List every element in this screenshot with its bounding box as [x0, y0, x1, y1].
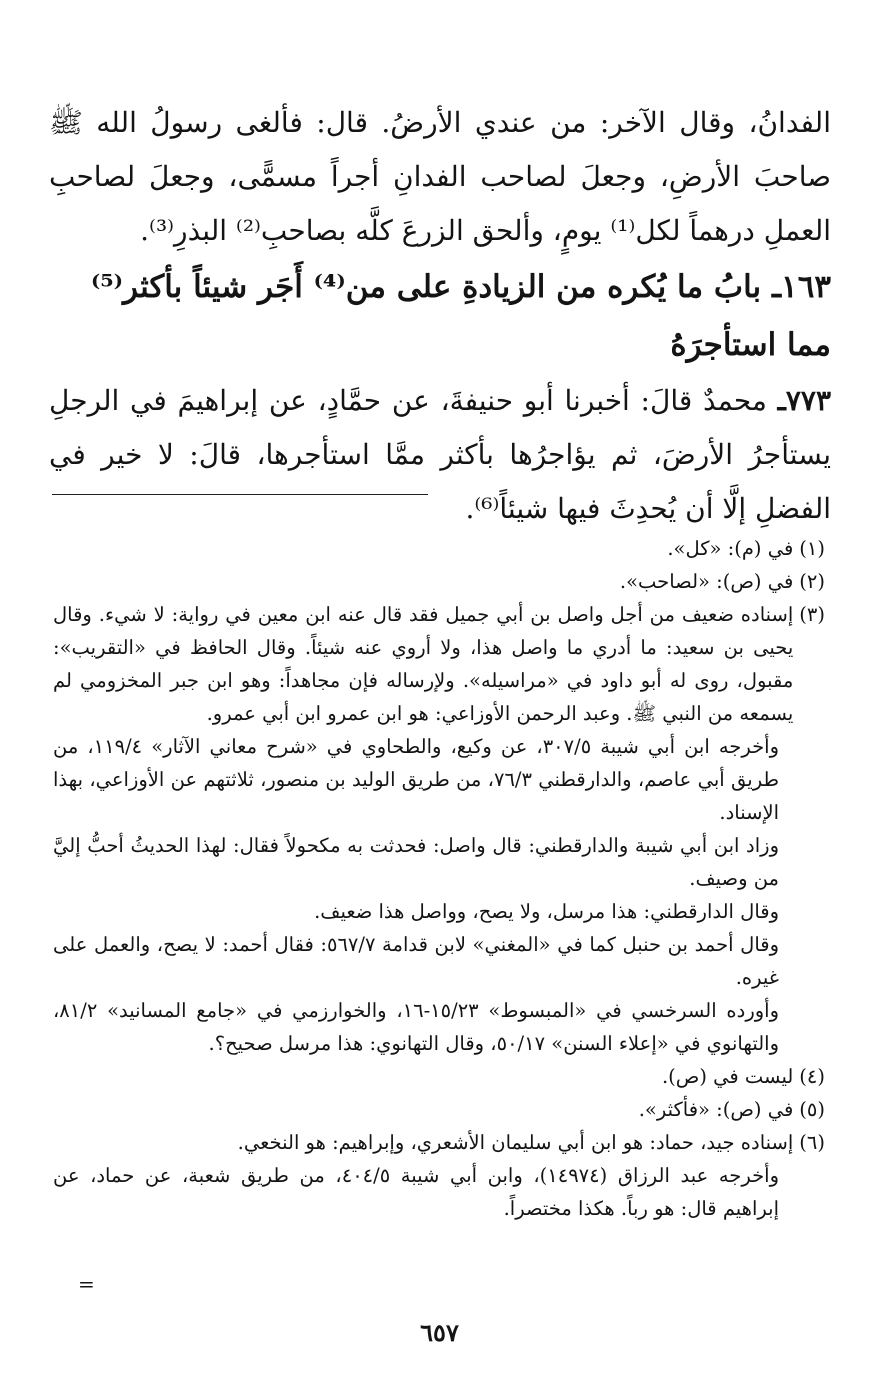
- footnotes: [53, 532, 825, 1225]
- footnote-text: إسناده جيد، حماد: هو ابن أبي سليمان الأشعري، وإبراهيم: هو النخعي.: [237, 1131, 794, 1154]
- text-paragraph: الفدانُ، وقال الآخر: من عندي الأرضُ. قال: فألغى رسولُ الله ﷺ صاحبَ الأرضِ، وجعلَ لصاحب الفدانِ أجراً مسمًّى، وجعلَ لصاحبِ العملِ درهماً لكل⁽¹⁾ يومٍ، وألحق الزرعَ كلَّه بصاحبِ⁽²⁾ البذرِ⁽³⁾.: [49, 106, 831, 247]
- footnote-3-continuation: وأخرجه ابن أبي شيبة ٣٠٧/٥، عن وكيع، والطحاوي في «شرح معاني الآثار» ١١٩/٤، من طريق أبي عاصم، والدارقطني ٧٦/٣، من طريق الوليد بن منصور، ثلاثتهم عن الأوزاعي، بهذا الإسناد.: [53, 735, 779, 824]
- footnote-1: [53, 532, 825, 565]
- footnote-text: في (ص): «لصاحب».: [619, 570, 794, 593]
- main-text: [49, 96, 831, 536]
- footnote-number: (٢): [799, 570, 825, 593]
- footnote-text: في (ص): «فأكثر».: [638, 1098, 794, 1121]
- footnote-3-continuation: وقال أحمد بن حنبل كما في «المغني» لابن قدامة ٥٦٧/٧: فقال أحمد: لا يصح، والعمل على غيره.: [53, 933, 780, 989]
- footnote-number: (٦): [799, 1131, 825, 1154]
- footnote-2: [53, 565, 825, 598]
- footnote-text: إسناده ضعيف من أجل واصل بن أبي جميل فقد قال عنه ابن معين في رواية: لا شيء. وقال يحيى بن سعيد: ما أدري ما واصل هذا، ولا أروي عنه شيئاً. وقال الحافظ في «التقريب»: مقبول، روى له أبو داود في «مراسيله». ولإرساله فإن مجاهداً: وهو ابن جبر المخزومي لم يسمعه من النبي ﷺ. وعبد الرحمن الأوزاعي: هو ابن عمرو ابن أبي عمرو.: [53, 603, 794, 725]
- footnote-number: (٥): [799, 1098, 825, 1121]
- footnote-number: (١): [799, 537, 825, 560]
- footnote-3-continuation: وقال الدارقطني: هذا مرسل، ولا يصح، وواصل هذا ضعيف.: [314, 900, 779, 923]
- hadith-paragraph: [49, 374, 831, 536]
- page-number: ٦٥٧: [420, 1318, 459, 1347]
- footnote-text: ليست في (ص).: [661, 1065, 794, 1088]
- continuation-mark: =: [78, 1272, 95, 1296]
- chapter-heading: ١٦٣ـ بابُ ما يُكره من الزيادةِ على من⁽⁴⁾ أَجَر شيئاً بأكثر⁽⁵⁾مما استأجرَهُ: [90, 269, 831, 363]
- footnote-number: (٣): [799, 603, 825, 626]
- footnote-6-continuation: وأخرجه عبد الرزاق (١٤٩٧٤)، وابن أبي شيبة ٤٠٤/٥، من طريق شعبة، عن حماد، عن إبراهيم قال: هو رباً. هكذا مختصراً.: [53, 1164, 780, 1220]
- footnote-3-continuation: وأورده السرخسي في «المبسوط» ١٥/٢٣-١٦، والخوارزمي في «جامع المسانيد» ٨١/٢، والتهانوي في «إعلاء السنن» ٥٠/١٧، وقال التهانوي: هذا مرسل صحيح؟.: [53, 999, 779, 1055]
- footnote-separator: [52, 494, 428, 495]
- footnote-6: [53, 1126, 825, 1159]
- footnote-3-continuation: وزاد ابن أبي شيبة والدارقطني: قال واصل: فحدثت به مكحولاً فقال: لهذا الحديثُ أحبُّ إليَّ من وصيف.: [53, 834, 779, 890]
- footnote-text: في (م): «كل».: [667, 537, 794, 560]
- footnote-number: (٤): [799, 1065, 825, 1088]
- footnote-3: [53, 598, 825, 730]
- hadith-text: محمدٌ قالَ: أخبرنا أبو حنيفةَ، عن حمَّادٍ، عن إبراهيمَ في الرجلِ يستأجرُ الأرضَ، ثم يؤاجرُها بأكثر ممَّا استأجرها، قالَ: لا خير في الفضلِ إلَّا أن يُحدِثَ فيها شيئاً⁽⁶⁾.: [49, 384, 831, 525]
- hadith-number: ٧٧٣ـ: [777, 384, 831, 417]
- footnote-5: [53, 1093, 825, 1126]
- footnote-4: [53, 1060, 825, 1093]
